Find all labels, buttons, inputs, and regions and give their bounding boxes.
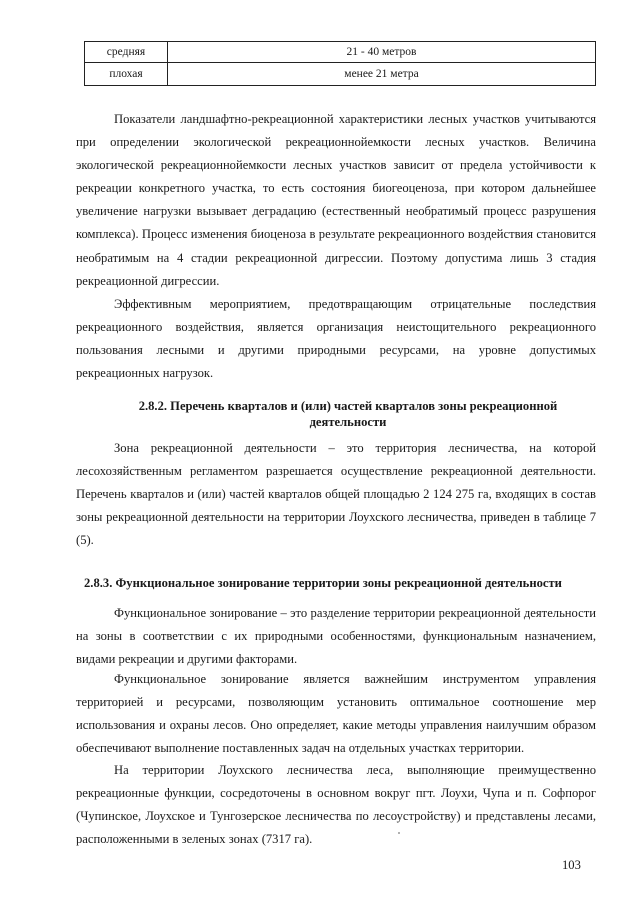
table-cell-value: 21 - 40 метров xyxy=(168,42,596,63)
table-row xyxy=(85,42,596,63)
scan-speck xyxy=(398,832,400,834)
paragraph-effective-measures: Эффективным мероприятием, предотвращающим отрицательные последствия рекреационного воздействия, является организация неистощительного рекреационного пользования лесными и другими природными ресурсами, на уровне допустимых рекреационных нагрузок. xyxy=(76,297,596,381)
table-row xyxy=(85,63,596,86)
paragraph-functional-zoning-tool: Функциональное зонирование является важнейшим инструментом управления территорией и ресурсами, позволяющим установить оптимальное соотношение мер использования и охраны лесов. Оно определяет, какие методы управления наилучшим образом обеспечивают выполнение поставленных задач на отдельных участках территории. xyxy=(76,672,596,756)
paragraph-loukhi-forests: На территории Лоухского лесничества леса, выполняющие преимущественно рекреационные функции, сосредоточены в основном вокруг пгт. Лоухи, Чупа и п. Софпорог (Чупинское, Лоухское и Тунгозерское лесничества по лесоустройству) и представлены лесами, расположенными в зеленых зонах (7317 га). xyxy=(76,763,596,847)
table-cell-label: плохая xyxy=(85,63,168,86)
table-cell-value: менее 21 метра xyxy=(168,63,596,86)
section-heading-2-8-3: 2.8.3. Функциональное зонирование территории зоны рекреационной деятельности xyxy=(84,576,562,590)
paragraph-functional-zoning-definition: Функциональное зонирование – это разделение территории рекреационной деятельности на зоны в соответствии с их природными особенностями, функциональным назначением, видами рекреации и другими факторами. xyxy=(76,606,596,667)
quality-table xyxy=(84,41,596,86)
section-heading-2-8-2: 2.8.2. Перечень кварталов и (или) частей кварталов зоны рекреационной деятельности xyxy=(138,399,558,429)
paragraph-landscape-indicators: Показатели ландшафтно-рекреационной характеристики лесных участков учитываются при определении экологической рекреационнойемкости лесных участков. Величина экологической рекреационнойемкости лесных участков зависит от предела устойчивости к рекреации конкретного участка, то есть состояния биогеоценоза, при котором дальнейшее увеличение нагрузки вызывает деградацию (естественный необратимый процесс разрушения комплекса). Процесс изменения биоценоза в результате рекреационного воздействия становится необратимым на 4 стадии рекреационной дигрессии. Поэтому допустима лишь 3 стадия рекреационной дигрессии. xyxy=(76,112,596,288)
paragraph-recreation-zone: Зона рекреационной деятельности – это территория лесничества, на которой лесохозяйственным регламентом разрешается осуществление рекреационной деятельности. Перечень кварталов и (или) частей кварталов общей площадью 2 124 275 га, входящих в состав зоны рекреационной деятельности на территории Лоухского лесничества, приведен в таблице 7 (5). xyxy=(76,441,596,548)
page-number: 103 xyxy=(562,858,581,872)
table-cell-label: средняя xyxy=(85,42,168,63)
